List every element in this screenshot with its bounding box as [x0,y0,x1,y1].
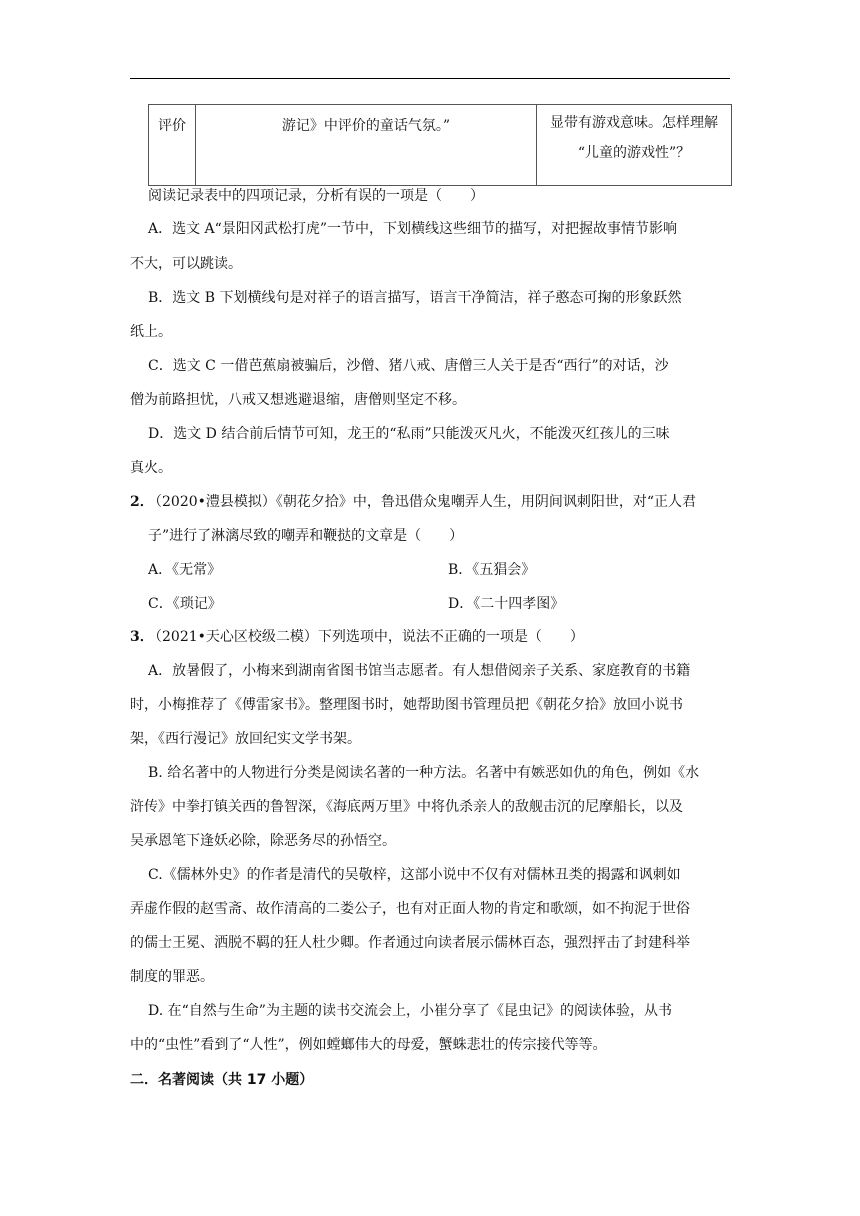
q3-option-c-line2: 弄虚作假的赵雪斋、故作清高的二娄公子，也有对正面人物的肯定和歌颂，如不拘泥于世俗 [130,901,690,917]
q1-option-a-line2: 不大，可以跳读。 [130,256,242,272]
q1-option-b-line1: B．选文 B 下划横线句是对祥子的语言描写，语言干净简洁，祥子憨态可掬的形象跃然 [148,290,682,306]
q2-option-b: B．《五猖会》 [448,562,536,578]
section-heading: 二．名著阅读（共 17 小题） [130,1072,314,1088]
q2-option-c: C．《琐记》 [148,596,222,612]
table-middle-cell: 游记》中评价的童话气氛。” [196,105,537,186]
q3-option-b-line2: 浒传》中拳打镇关西的鲁智深，《海底两万里》中将仇杀亲人的敌舰击沉的尼摩船长，以及 [130,799,683,815]
q2-stem-line1: （2020•澧县模拟）《朝花夕拾》中，鲁迅借众鬼嘲弄人生，用阴间讽刺阳世，对“正人君 [148,494,697,510]
table-right-line1: 显带有游戏意味。怎样理解 [550,115,718,131]
q3-option-d-line1: D. 在“自然与生命”为主题的读书交流会上，小崔分享了《昆虫记》的阅读体验，从书 [148,1003,672,1019]
q3-option-a-line3: 架，《西行漫记》放回纪实文学书架。 [130,731,361,747]
q3-option-d-line2: 中的“虫性”看到了“人性”，例如螳螂伟大的母爱，蟹蛛悲壮的传宗接代等等。 [130,1037,607,1053]
q1-option-c-line1: C．选文 C 一借芭蕉扇被骗后，沙僧、猪八戒、唐僧三人关于是否“西行”的对话，沙 [148,358,669,374]
table-label-cell: 评价 [149,105,196,186]
header-rule [130,78,730,79]
q2-stem-line2: 子”进行了淋漓尽致的嘲弄和鞭挞的文章是（ ） [148,528,464,544]
q1-stem: 阅读记录表中的四项记录，分析有误的一项是（ ） [148,188,484,204]
q3-number: 3． [130,629,154,645]
q1-option-b-line2: 纸上。 [130,324,172,340]
q3-option-b-line1: B. 给名著中的人物进行分类是阅读名著的一种方法。名著中有嫉恶如仇的角色，例如《水 [148,765,700,781]
q1-option-d-line2: 真火。 [130,460,172,476]
q3-option-c-line4: 制度的罪恶。 [130,969,214,985]
q1-option-a-line1: A．选文 A“景阳冈武松打虎”一节中，下划横线这些细节的描写，对把握故事情节影响 [148,221,677,237]
q3-option-c-line1: C.《儒林外史》的作者是清代的吴敬梓，这部小说中不仅有对儒林丑类的揭露和讽刺如 [148,867,681,883]
q3-option-a-line2: 时，小梅推荐了《傅雷家书》。整理图书时，她帮助图书管理员把《朝花夕拾》放回小说书 [130,697,683,713]
q1-option-d-line1: D．选文 D 结合前后情节可知，龙王的“私雨”只能泼灭凡火，不能泼灭红孩儿的三味 [148,426,670,442]
q3-option-c-line3: 的儒士王冕、洒脱不羁的狂人杜少卿。作者通过向读者展示儒林百态，强烈抨击了封建科举 [130,935,690,951]
q3-option-b-line3: 吴承恩笔下逢妖必除，除恶务尽的孙悟空。 [130,833,396,849]
table-right-line2: “儿童的游戏性”？ [577,145,691,161]
q3-option-a-line1: A．放暑假了，小梅来到湖南省图书馆当志愿者。有人想借阅亲子关系、家庭教育的书籍 [148,663,691,679]
q3-stem: （2021•天心区校级二模）下列选项中，说法不正确的一项是（ ） [148,629,584,645]
q2-option-d: D．《二十四孝图》 [448,596,565,612]
table-right-cell [537,105,732,186]
q2-number: 2． [130,494,154,510]
q2-option-a: A．《无常》 [148,562,222,578]
reading-record-table [148,104,732,186]
q1-option-c-line2: 僧为前路担忧，八戒又想逃避退缩，唐僧则坚定不移。 [130,392,466,408]
